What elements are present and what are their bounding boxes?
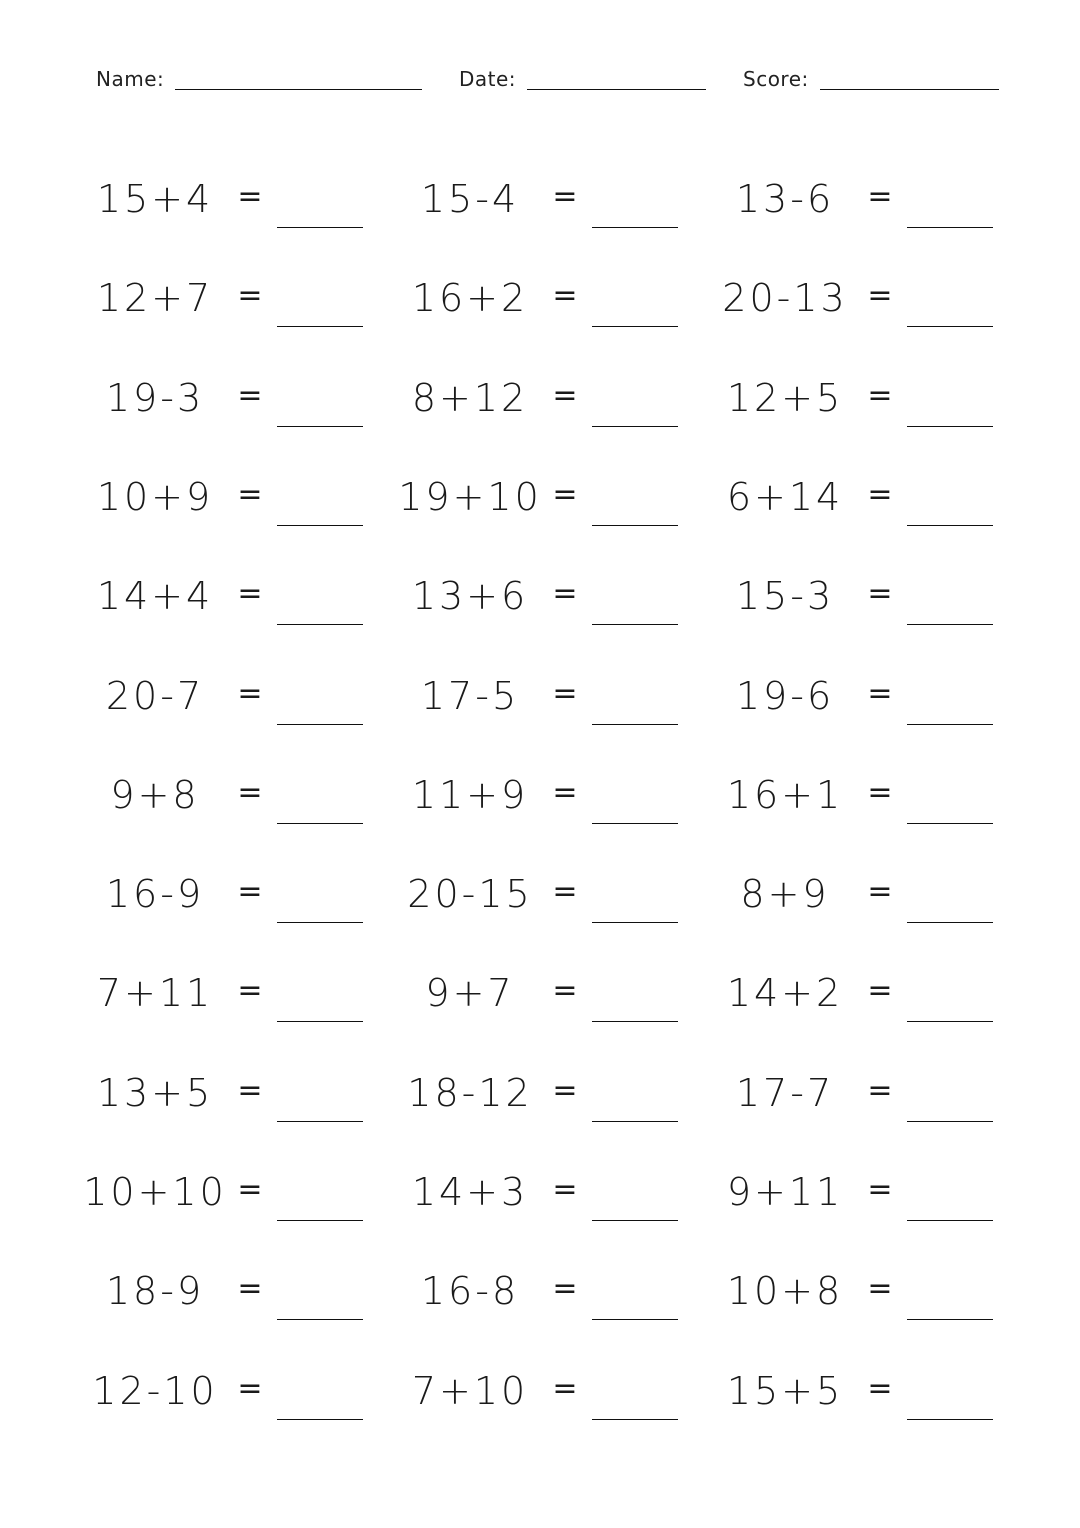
answer-blank[interactable] <box>277 624 363 625</box>
problem-row <box>0 1049 1080 1148</box>
problem-row <box>0 552 1080 651</box>
equals-sign: = <box>867 576 893 612</box>
equals-sign: = <box>237 179 263 214</box>
answer-blank[interactable] <box>907 227 993 228</box>
problem-expression: 15-4 <box>420 177 520 221</box>
problem-row <box>0 949 1080 1048</box>
problem-row <box>0 254 1080 353</box>
problem-expression: 12+5 <box>726 375 844 420</box>
problem-expression: 16+1 <box>726 772 844 817</box>
score-label: Score: <box>743 67 809 91</box>
problem-expression: 14+2 <box>726 971 844 1016</box>
answer-blank[interactable] <box>277 823 363 824</box>
answer-blank[interactable] <box>592 426 678 427</box>
answer-blank[interactable] <box>592 1319 678 1320</box>
equals-sign: = <box>237 1072 263 1108</box>
problem-row <box>0 751 1080 850</box>
problem-expression: 20-7 <box>105 673 205 718</box>
problem-expression: 19-3 <box>105 375 205 420</box>
answer-blank[interactable] <box>277 1021 363 1022</box>
problem-expression: 10+8 <box>726 1269 844 1314</box>
worksheet-header <box>0 64 1080 96</box>
answer-blank[interactable] <box>277 525 363 526</box>
problem-expression: 15+4 <box>96 177 214 221</box>
problem-expression: 15+5 <box>726 1368 844 1413</box>
problem-expression: 19-6 <box>735 673 835 718</box>
answer-blank[interactable] <box>592 326 678 327</box>
equals-sign: = <box>867 179 893 214</box>
problem-expression: 17-7 <box>735 1070 835 1115</box>
problem-expression: 18-9 <box>105 1269 205 1314</box>
equals-sign: = <box>867 1271 893 1307</box>
problem-expression: 7+11 <box>96 971 214 1016</box>
equals-sign: = <box>237 874 263 910</box>
answer-blank[interactable] <box>592 1121 678 1122</box>
problem-expression: 10+9 <box>96 474 214 519</box>
answer-blank[interactable] <box>277 326 363 327</box>
equals-sign: = <box>552 1072 578 1108</box>
equals-sign: = <box>867 476 893 512</box>
equals-sign: = <box>552 1370 578 1406</box>
equals-sign: = <box>237 476 263 512</box>
answer-blank[interactable] <box>907 724 993 725</box>
answer-blank[interactable] <box>277 1319 363 1320</box>
problem-expression: 17-5 <box>420 673 520 718</box>
answer-blank[interactable] <box>907 823 993 824</box>
problem-expression: 9+7 <box>425 971 515 1016</box>
problem-row <box>0 1148 1080 1247</box>
problem-expression: 16-8 <box>420 1269 520 1314</box>
equals-sign: = <box>237 278 263 314</box>
equals-sign: = <box>552 476 578 512</box>
answer-blank[interactable] <box>277 426 363 427</box>
answer-blank[interactable] <box>592 624 678 625</box>
answer-blank[interactable] <box>592 1419 678 1420</box>
equals-sign: = <box>867 774 893 810</box>
problem-expression: 16-9 <box>105 872 205 917</box>
equals-sign: = <box>867 1172 893 1207</box>
problem-row <box>0 1347 1080 1446</box>
answer-blank[interactable] <box>592 823 678 824</box>
problem-expression: 13+5 <box>96 1070 214 1115</box>
equals-sign: = <box>237 377 263 413</box>
answer-blank[interactable] <box>907 624 993 625</box>
problem-expression: 8+12 <box>411 375 529 420</box>
problem-expression: 9+11 <box>726 1170 844 1214</box>
answer-blank[interactable] <box>907 326 993 327</box>
problem-expression: 11+9 <box>411 772 529 817</box>
equals-sign: = <box>552 1271 578 1307</box>
answer-blank[interactable] <box>277 227 363 228</box>
equals-sign: = <box>237 1172 263 1207</box>
score-blank-line[interactable] <box>820 89 999 90</box>
equals-sign: = <box>552 774 578 810</box>
problem-expression: 13-6 <box>735 177 835 221</box>
problem-expression: 9+8 <box>110 772 200 817</box>
problem-expression: 7+10 <box>411 1368 529 1413</box>
problem-row <box>0 354 1080 453</box>
problem-expression: 20-13 <box>722 276 848 321</box>
equals-sign: = <box>867 1072 893 1108</box>
problem-expression: 13+6 <box>411 574 529 619</box>
equals-sign: = <box>237 675 263 711</box>
problem-expression: 12-10 <box>92 1368 218 1413</box>
date-blank-line[interactable] <box>527 89 706 90</box>
equals-sign: = <box>867 973 893 1009</box>
answer-blank[interactable] <box>907 525 993 526</box>
answer-blank[interactable] <box>907 1419 993 1420</box>
answer-blank[interactable] <box>277 922 363 923</box>
equals-sign: = <box>867 675 893 711</box>
equals-sign: = <box>552 278 578 314</box>
name-blank-line[interactable] <box>175 89 422 90</box>
problem-expression: 14+4 <box>96 574 214 619</box>
problem-expression: 8+9 <box>740 872 830 917</box>
equals-sign: = <box>237 576 263 612</box>
problem-row <box>0 155 1080 254</box>
answer-blank[interactable] <box>277 724 363 725</box>
name-label: Name: <box>96 67 165 91</box>
equals-sign: = <box>552 576 578 612</box>
equals-sign: = <box>552 1172 578 1207</box>
answer-blank[interactable] <box>907 426 993 427</box>
equals-sign: = <box>867 874 893 910</box>
equals-sign: = <box>552 377 578 413</box>
answer-blank[interactable] <box>592 724 678 725</box>
problem-expression: 16+2 <box>411 276 529 321</box>
problem-expression: 19+10 <box>398 474 542 519</box>
equals-sign: = <box>237 1370 263 1406</box>
problem-expression: 15-3 <box>735 574 835 619</box>
answer-blank[interactable] <box>907 1021 993 1022</box>
equals-sign: = <box>237 774 263 810</box>
date-label: Date: <box>459 67 517 91</box>
answer-blank[interactable] <box>592 1021 678 1022</box>
equals-sign: = <box>552 874 578 910</box>
answer-blank[interactable] <box>907 1319 993 1320</box>
equals-sign: = <box>552 675 578 711</box>
problem-row <box>0 453 1080 552</box>
problem-expression: 10+10 <box>83 1170 227 1214</box>
equals-sign: = <box>237 973 263 1009</box>
problem-row <box>0 1247 1080 1346</box>
answer-blank[interactable] <box>277 1419 363 1420</box>
equals-sign: = <box>552 973 578 1009</box>
problem-expression: 14+3 <box>411 1170 529 1214</box>
equals-sign: = <box>867 278 893 314</box>
problem-row <box>0 652 1080 751</box>
answer-blank[interactable] <box>592 1220 678 1221</box>
answer-blank[interactable] <box>277 1220 363 1221</box>
problem-expression: 12+7 <box>96 276 214 321</box>
equals-sign: = <box>867 377 893 413</box>
answer-blank[interactable] <box>907 1121 993 1122</box>
answer-blank[interactable] <box>277 1121 363 1122</box>
problem-expression: 18-12 <box>407 1070 533 1115</box>
answer-blank[interactable] <box>907 922 993 923</box>
answer-blank[interactable] <box>592 922 678 923</box>
equals-sign: = <box>867 1370 893 1406</box>
problem-expression: 20-15 <box>407 872 533 917</box>
equals-sign: = <box>552 179 578 214</box>
problem-row <box>0 850 1080 949</box>
answer-blank[interactable] <box>592 525 678 526</box>
problem-expression: 6+14 <box>726 474 844 519</box>
answer-blank[interactable] <box>907 1220 993 1221</box>
equals-sign: = <box>237 1271 263 1307</box>
answer-blank[interactable] <box>592 227 678 228</box>
